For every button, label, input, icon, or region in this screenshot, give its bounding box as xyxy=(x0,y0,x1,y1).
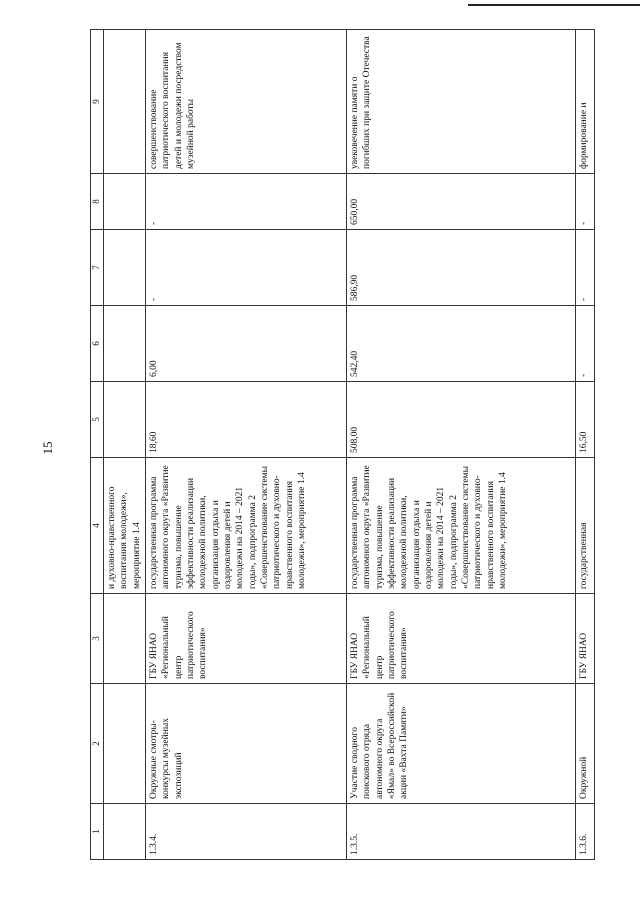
continued-program-cell: и духовно-нравственного воспитания молодежи», мероприятие 1.4 xyxy=(104,458,146,594)
value-cell: 650,00 xyxy=(347,174,576,230)
column-number: 9 xyxy=(91,30,104,174)
table-cell xyxy=(104,306,146,382)
table-row xyxy=(146,30,347,860)
result-cell: совершенствование патриотического воспитания детей и молодежи посредством музейной работы xyxy=(146,30,347,174)
column-number: 4 xyxy=(91,458,104,594)
executor-cell: ГБУ ЯНАО «Региональный центр патриотического воспитания» xyxy=(146,594,347,684)
top-rule xyxy=(468,4,640,6)
program-cell: государственная программа автономного округа «Развитие туризма, повышение эффективности реализации молодежной политики, организация отдыха и оздоровления детей и молодежи на 2014 – 2021 годы», подпрограмма 2 «Совершенствование системы патриотического и духовно-нравственного воспитания молодежи», мероприятие 1.4 xyxy=(146,458,347,594)
row-number: 1.3.6. xyxy=(576,804,595,860)
column-number: 3 xyxy=(91,594,104,684)
rotated-table-frame xyxy=(90,30,590,860)
activity-name: Участие сводного поискового отряда автономного округа «Ямал» во Всероссийской акции «Вахта Памяти» xyxy=(347,684,576,804)
value-cell: - xyxy=(576,230,595,306)
executor-cell: ГБУ ЯНАО «Региональный центр патриотического воспитания» xyxy=(347,594,576,684)
table-cell xyxy=(104,684,146,804)
table-cell xyxy=(104,594,146,684)
row-number: 1.3.4. xyxy=(146,804,347,860)
value-cell: 542,40 xyxy=(347,306,576,382)
value-cell: - xyxy=(576,174,595,230)
table-cell xyxy=(104,174,146,230)
value-cell: 586,90 xyxy=(347,230,576,306)
value-cell: 16,50 xyxy=(576,382,595,458)
table-cell xyxy=(104,804,146,860)
value-cell: 6,00 xyxy=(146,306,347,382)
plan-table xyxy=(90,29,595,860)
value-cell: 18,60 xyxy=(146,382,347,458)
column-number: 1 xyxy=(91,804,104,860)
table-cell xyxy=(104,382,146,458)
table-cell xyxy=(104,30,146,174)
column-number: 7 xyxy=(91,230,104,306)
column-number: 6 xyxy=(91,306,104,382)
result-cell: увековечение памяти о погибших при защите Отечества xyxy=(347,30,576,174)
result-cell: формирование и xyxy=(576,30,595,174)
activity-name: Окружной xyxy=(576,684,595,804)
column-number: 2 xyxy=(91,684,104,804)
row-number: 1.3.5. xyxy=(347,804,576,860)
column-number: 5 xyxy=(91,382,104,458)
column-number: 8 xyxy=(91,174,104,230)
activity-name: Окружные смотры-конкурсы музейных экспозиций xyxy=(146,684,347,804)
value-cell: 508,00 xyxy=(347,382,576,458)
column-number-row xyxy=(91,30,104,860)
table-cell xyxy=(104,230,146,306)
program-cell: государственная xyxy=(576,458,595,594)
table-row xyxy=(347,30,576,860)
value-cell: - xyxy=(146,230,347,306)
value-cell: - xyxy=(146,174,347,230)
value-cell: - xyxy=(576,306,595,382)
program-cell: государственная программа автономного округа «Развитие туризма, повышение эффективности реализации молодежной политики, организация отдыха и оздоровления детей и молодежи на 2014 – 2021 годы», подпрограмма 2 «Совершенствование системы патриотического и духовно-нравственного воспитания молодежи», мероприятие 1.4 xyxy=(347,458,576,594)
executor-cell: ГБУ ЯНАО xyxy=(576,594,595,684)
table-row xyxy=(576,30,595,860)
continuation-row xyxy=(104,30,146,860)
page-number: 15 xyxy=(40,441,55,455)
